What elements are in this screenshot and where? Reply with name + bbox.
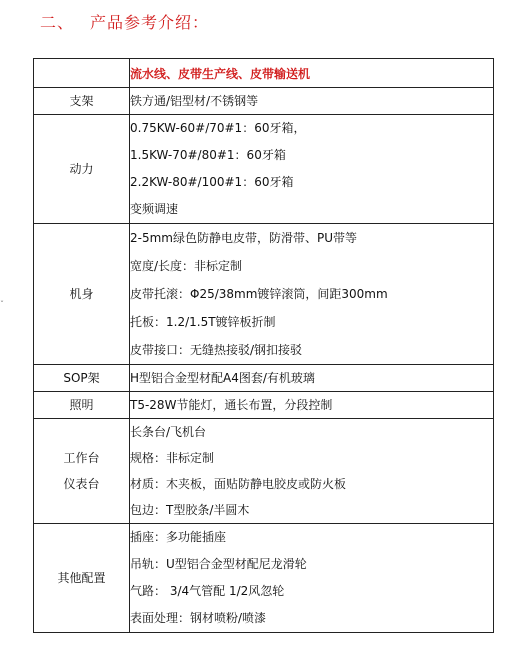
row-label-line: 其他配置	[57, 571, 106, 585]
row-value	[130, 88, 494, 115]
row-label	[34, 224, 130, 365]
row-value-line: 2.2KW-80#/100#1：60牙箱	[130, 175, 294, 189]
margin-mark: ˇ	[0, 300, 4, 309]
section-title: 产品参考介绍：	[90, 13, 210, 32]
row-value-line: 皮带接口：无缝热接驳/钢扣接驳	[130, 343, 303, 357]
row-value-line: 材质：木夹板，面贴防静电胶皮或防火板	[130, 477, 347, 491]
row-value-line: 表面处理：钢材喷粉/喷漆	[130, 611, 267, 625]
row-label	[34, 392, 130, 419]
row-label	[34, 88, 130, 115]
row-value-line: T5-28W节能灯，通长布置，分段控制	[130, 398, 333, 412]
table-row	[34, 224, 494, 365]
table-row	[34, 88, 494, 115]
table-row	[34, 115, 494, 224]
row-label	[34, 115, 130, 224]
row-label-line: 照明	[69, 398, 94, 412]
header-title: 流水线、皮带生产线、皮带输送机	[130, 59, 494, 88]
row-value	[130, 365, 494, 392]
row-value-line: 1.5KW-70#/80#1：60牙箱	[130, 148, 286, 162]
row-value-line: 皮带托滚：Φ25/38mm镀锌滚筒，间距300mm	[130, 287, 388, 301]
row-value-line: H型铝合金型材配A4图套/有机玻璃	[130, 370, 315, 385]
row-label-line: 动力	[69, 162, 94, 176]
section-number: 二、	[40, 13, 75, 32]
row-label	[34, 419, 130, 524]
row-value-line: 托板：1.2/1.5T镀锌板折制	[130, 315, 276, 329]
row-value-line: 规格：非标定制	[130, 451, 215, 465]
row-value	[130, 419, 494, 524]
row-value-line: 铁方通/铝型材/不锈钢等	[130, 94, 259, 108]
header-empty-cell	[34, 59, 130, 88]
row-label-line: 机身	[69, 287, 94, 301]
row-value-line: 吊轨：U型铝合金型材配尼龙滑轮	[130, 557, 307, 571]
row-value-line: 插座：多功能插座	[130, 530, 227, 544]
row-value	[130, 524, 494, 633]
row-value-line: 包边：T型胶条/半圆木	[130, 503, 250, 517]
spec-table-body	[34, 59, 494, 633]
row-value-line: 0.75KW-60#/70#1：60牙箱，	[130, 121, 306, 135]
row-value-line: 长条台/飞机台	[130, 425, 207, 439]
spec-table	[33, 58, 494, 633]
row-label	[34, 365, 130, 392]
row-value-line: 变频调速	[130, 202, 179, 216]
row-label-line: 仪表台	[63, 477, 100, 491]
row-value	[130, 115, 494, 224]
row-label-line: SOP架	[63, 371, 100, 385]
table-row	[34, 392, 494, 419]
row-value-line: 2-5mm绿色防静电皮带，防滑带、PU带等	[130, 231, 357, 245]
row-value-line: 宽度/长度：非标定制	[130, 259, 243, 273]
row-label-line: 支架	[69, 94, 94, 108]
table-row	[34, 524, 494, 633]
row-value	[130, 224, 494, 365]
row-label-line: 工作台	[63, 451, 100, 465]
row-value-line: 气路： 3/4气管配 1/2风忽轮	[130, 584, 285, 598]
section-heading	[40, 10, 209, 33]
row-value	[130, 392, 494, 419]
row-label	[34, 524, 130, 633]
table-row	[34, 419, 494, 524]
table-header-row	[34, 59, 494, 88]
table-row	[34, 365, 494, 392]
